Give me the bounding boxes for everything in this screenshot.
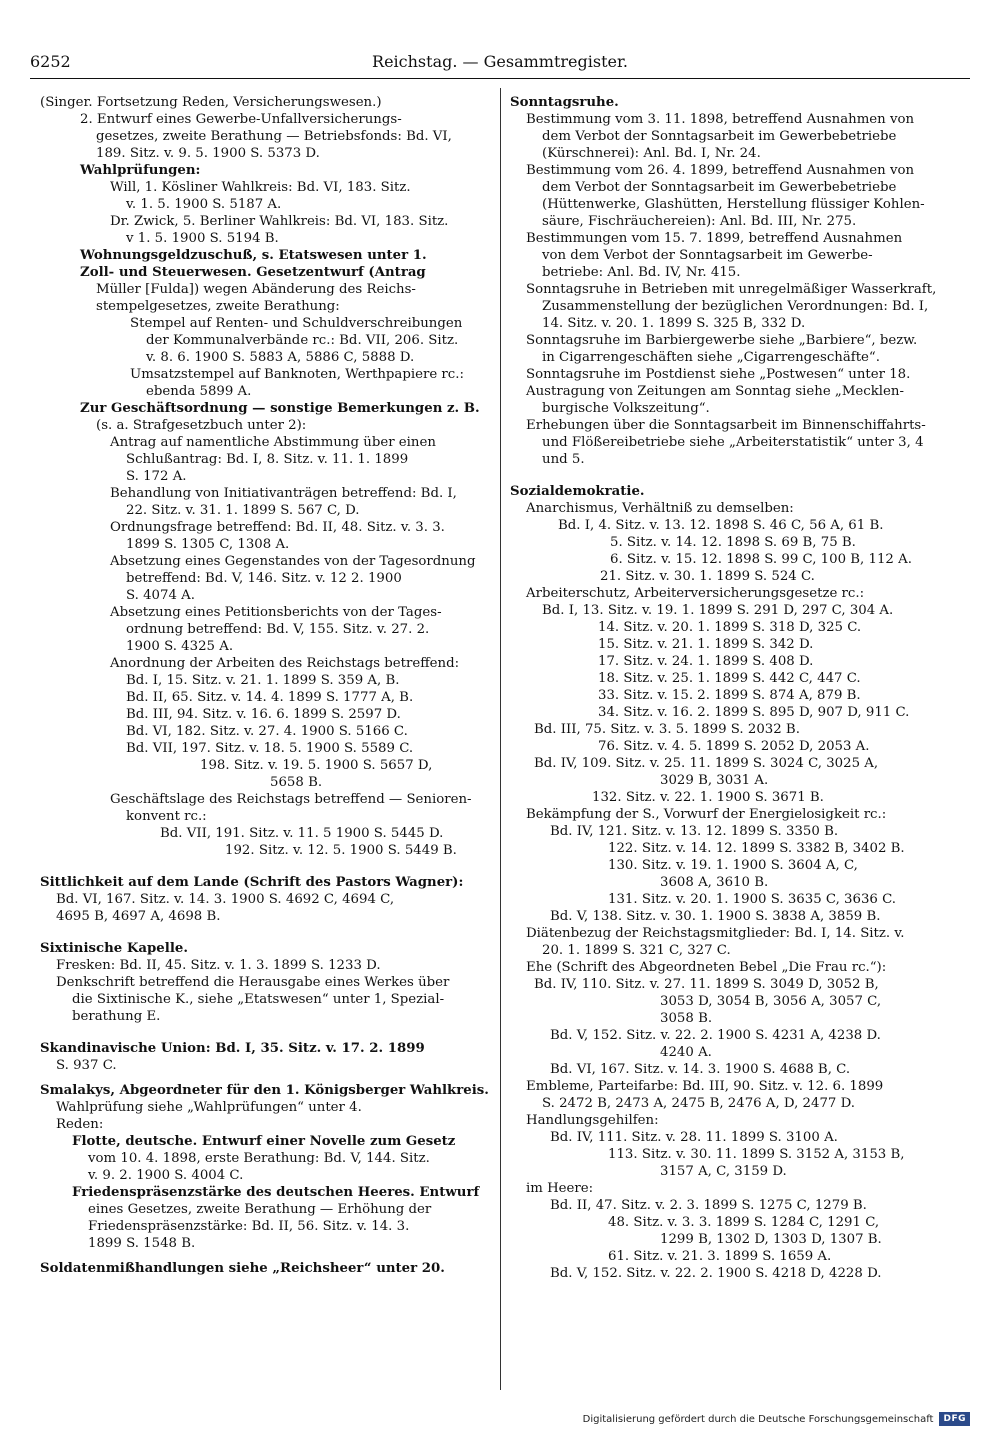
index-line: Bestimmung vom 3. 11. 1898, betreffend Ausnahmen von <box>526 112 915 127</box>
index-line: Bd. VI, 167. Sitz. v. 14. 3. 1900 S. 4692 C, 4694 C, <box>56 892 395 907</box>
index-line: Bd. VII, 191. Sitz. v. 11. 5 1900 S. 5445 D. <box>160 826 444 841</box>
index-line: Flotte, deutsche. Entwurf einer Novelle zum Gesetz <box>72 1134 456 1149</box>
index-line: 132. Sitz. v. 22. 1. 1900 S. 3671 B. <box>592 790 824 805</box>
index-line: 3157 A, C, 3159 D. <box>660 1164 787 1179</box>
index-line: säure, Fischräuchereien): Anl. Bd. III, Nr. 275. <box>542 214 857 229</box>
index-line: Bd. III, 94. Sitz. v. 16. 6. 1899 S. 2597 D. <box>126 707 401 722</box>
index-line: Reden: <box>56 1117 104 1132</box>
index-line: Zoll- und Steuerwesen. Gesetzentwurf (Antrag <box>80 265 426 280</box>
entry-spacer <box>510 468 970 483</box>
index-line: Zusammenstellung der bezüglichen Verordnungen: Bd. I, <box>542 299 929 314</box>
index-line: v. 8. 6. 1900 S. 5883 A, 5886 C, 5888 D. <box>146 350 415 365</box>
index-line: in Cigarrengeschäften siehe „Cigarrengeschäfte“. <box>542 350 880 365</box>
index-line: S. 172 A. <box>126 469 187 484</box>
index-line: 1299 B, 1302 D, 1303 D, 1307 B. <box>660 1232 882 1247</box>
index-line: Behandlung von Initiativanträgen betreffend: Bd. I, <box>110 486 457 501</box>
index-line: Bd. VII, 197. Sitz. v. 18. 5. 1900 S. 5589 C. <box>126 741 414 756</box>
index-line: Austragung von Zeitungen am Sonntag siehe „Mecklen- <box>526 384 904 399</box>
index-line: Wahlprüfung siehe „Wahlprüfungen“ unter 4. <box>56 1100 362 1115</box>
index-line: Handlungsgehilfen: <box>526 1113 659 1128</box>
index-line: S. 937 C. <box>56 1058 117 1073</box>
index-line: Stempel auf Renten- und Schuldverschreibungen <box>130 316 463 331</box>
index-line: Geschäftslage des Reichstags betreffend — Senioren- <box>110 792 472 807</box>
index-line: 2. Entwurf eines Gewerbe-Unfallversicherungs- <box>80 112 402 127</box>
index-line: 3608 A, 3610 B. <box>660 875 769 890</box>
index-line: Absetzung eines Gegenstandes von der Tagesordnung <box>110 554 476 569</box>
index-line: Bd. V, 138. Sitz. v. 30. 1. 1900 S. 3838 A, 3859 B. <box>550 909 881 924</box>
dfg-logo: DFG <box>939 1412 970 1426</box>
index-line: 192. Sitz. v. 12. 5. 1900 S. 5449 B. <box>225 843 457 858</box>
index-line: Bd. IV, 111. Sitz. v. 28. 11. 1899 S. 3100 A. <box>550 1130 838 1145</box>
index-line: Ehe (Schrift des Abgeordneten Bebel „Die Frau rc.“): <box>526 960 887 975</box>
index-line: S. 2472 B, 2473 A, 2475 B, 2476 A, D, 2477 D. <box>542 1096 856 1111</box>
index-line: Bekämpfung der S., Vorwurf der Energielosigkeit rc.: <box>526 807 887 822</box>
index-line: dem Verbot der Sonntagsarbeit im Gewerbebetriebe <box>542 129 897 144</box>
index-line: Absetzung eines Petitionsberichts von der Tages- <box>110 605 442 620</box>
index-line: ordnung betreffend: Bd. V, 155. Sitz. v. 27. 2. <box>126 622 430 637</box>
index-line: 22. Sitz. v. 31. 1. 1899 S. 567 C, D. <box>126 503 360 518</box>
index-line: 33. Sitz. v. 15. 2. 1899 S. 874 A, 879 B. <box>598 688 861 703</box>
index-line: Bd. IV, 110. Sitz. v. 27. 11. 1899 S. 3049 D, 3052 B, <box>534 977 879 992</box>
entry-spacer <box>40 1074 492 1082</box>
index-line: betriebe: Anl. Bd. IV, Nr. 415. <box>542 265 741 280</box>
index-line: S. 4074 A. <box>126 588 195 603</box>
index-line: Bd. I, 15. Sitz. v. 21. 1. 1899 S. 359 A, B. <box>126 673 400 688</box>
index-line: 3053 D, 3054 B, 3056 A, 3057 C, <box>660 994 882 1009</box>
index-line: und Flößereibetriebe siehe „Arbeiterstatistik“ unter 3, 4 <box>542 435 924 450</box>
index-line: Skandinavische Union: Bd. I, 35. Sitz. v. 17. 2. 1899 <box>40 1041 425 1056</box>
index-line: 61. Sitz. v. 21. 3. 1899 S. 1659 A. <box>608 1249 832 1264</box>
index-line: Bd. V, 152. Sitz. v. 22. 2. 1900 S. 4231 A, 4238 D. <box>550 1028 881 1043</box>
index-line: dem Verbot der Sonntagsarbeit im Gewerbebetriebe <box>542 180 897 195</box>
index-line: v 1. 5. 1900 S. 5194 B. <box>126 231 279 246</box>
index-line: Smalakys, Abgeordneter für den 1. Königsberger Wahlkreis. <box>40 1083 489 1098</box>
entry-spacer <box>40 1252 492 1260</box>
index-line: v. 1. 5. 1900 S. 5187 A. <box>126 197 282 212</box>
index-line: ebenda 5899 A. <box>146 384 252 399</box>
index-line: 1899 S. 1548 B. <box>88 1236 196 1251</box>
index-line: 20. 1. 1899 S. 321 C, 327 C. <box>542 943 731 958</box>
index-line: Anarchismus, Verhältniß zu demselben: <box>526 501 794 516</box>
right-column <box>510 94 970 1282</box>
index-line: 3058 B. <box>660 1011 713 1026</box>
index-line: Bd. III, 75. Sitz. v. 3. 5. 1899 S. 2032 B. <box>534 722 800 737</box>
index-line: 18. Sitz. v. 25. 1. 1899 S. 442 C, 447 C. <box>598 671 861 686</box>
index-line: der Kommunalverbände rc.: Bd. VII, 206. Sitz. <box>146 333 459 348</box>
index-line: Sonntagsruhe im Barbiergewerbe siehe „Barbiere“, bezw. <box>526 333 918 348</box>
index-line: von dem Verbot der Sonntagsarbeit im Gewerbe- <box>542 248 873 263</box>
entry-spacer <box>40 1025 492 1040</box>
index-line: Bd. II, 47. Sitz. v. 2. 3. 1899 S. 1275 C, 1279 B. <box>550 1198 867 1213</box>
footer-credit <box>583 1412 970 1426</box>
index-line: 4695 B, 4697 A, 4698 B. <box>56 909 221 924</box>
index-line: Bd. IV, 121. Sitz. v. 13. 12. 1899 S. 3350 B. <box>550 824 839 839</box>
index-line: (Singer. Fortsetzung Reden, Versicherungswesen.) <box>40 95 382 110</box>
index-line: Ordnungsfrage betreffend: Bd. II, 48. Sitz. v. 3. 3. <box>110 520 445 535</box>
index-line: Fresken: Bd. II, 45. Sitz. v. 1. 3. 1899 S. 1233 D. <box>56 958 381 973</box>
index-line: die Sixtinische K., siehe „Etatswesen“ unter 1, Spezial- <box>72 992 445 1007</box>
index-line: 189. Sitz. v. 9. 5. 1900 S. 5373 D. <box>96 146 320 161</box>
index-line: 130. Sitz. v. 19. 1. 1900 S. 3604 A, C, <box>608 858 858 873</box>
index-line: 34. Sitz. v. 16. 2. 1899 S. 895 D, 907 D, 911 C. <box>598 705 910 720</box>
index-line: (Kürschnerei): Anl. Bd. I, Nr. 24. <box>542 146 761 161</box>
index-line: 15. Sitz. v. 21. 1. 1899 S. 342 D. <box>598 637 814 652</box>
index-line: Friedenspräsenzstärke: Bd. II, 56. Sitz. v. 14. 3. <box>88 1219 410 1234</box>
index-line: Wohnungsgeldzuschuß, s. Etatswesen unter 1. <box>80 248 427 263</box>
index-line: Dr. Zwick, 5. Berliner Wahlkreis: Bd. VI, 183. Sitz. <box>110 214 449 229</box>
index-line: 122. Sitz. v. 14. 12. 1899 S. 3382 B, 3402 B. <box>608 841 905 856</box>
index-line: Sittlichkeit auf dem Lande (Schrift des Pastors Wagner): <box>40 875 464 890</box>
index-line: eines Gesetzes, zweite Berathung — Erhöhung der <box>88 1202 432 1217</box>
index-line: Will, 1. Kösliner Wahlkreis: Bd. VI, 183. Sitz. <box>110 180 411 195</box>
running-title: Reichstag. — Gesammtregister. <box>372 52 628 71</box>
index-line: Erhebungen über die Sonntagsarbeit im Binnenschiffahrts- <box>526 418 926 433</box>
index-line: 1900 S. 4325 A. <box>126 639 234 654</box>
column-divider <box>500 88 501 1390</box>
index-line: burgische Volkszeitung“. <box>542 401 710 416</box>
index-line: Schlußantrag: Bd. I, 8. Sitz. v. 11. 1. 1899 <box>126 452 409 467</box>
index-line: Zur Geschäftsordnung — sonstige Bemerkungen z. B. <box>80 401 480 416</box>
index-line: Müller [Fulda]) wegen Abänderung des Reichs- <box>96 282 416 297</box>
entry-spacer <box>40 925 492 940</box>
index-line: (s. a. Strafgesetzbuch unter 2): <box>96 418 307 433</box>
index-line: Sozialdemokratie. <box>510 484 645 499</box>
index-line: betreffend: Bd. V, 146. Sitz. v. 12 2. 1900 <box>126 571 402 586</box>
index-line: 113. Sitz. v. 30. 11. 1899 S. 3152 A, 3153 B, <box>608 1147 905 1162</box>
index-line: Diätenbezug der Reichstagsmitglieder: Bd. I, 14. Sitz. v. <box>526 926 905 941</box>
index-line: Embleme, Parteifarbe: Bd. III, 90. Sitz. v. 12. 6. 1899 <box>526 1079 884 1094</box>
page-number: 6252 <box>30 52 71 71</box>
index-line: Arbeiterschutz, Arbeiterversicherungsgesetze rc.: <box>526 586 865 601</box>
index-line: 3029 B, 3031 A. <box>660 773 769 788</box>
index-line: vom 10. 4. 1898, erste Berathung: Bd. V, 144. Sitz. <box>88 1151 430 1166</box>
index-line: Bestimmung vom 26. 4. 1899, betreffend Ausnahmen von <box>526 163 915 178</box>
index-line: 6. Sitz. v. 15. 12. 1898 S. 99 C, 100 B, 112 A. <box>610 552 912 567</box>
index-line: Umsatzstempel auf Banknoten, Werthpapiere rc.: <box>130 367 464 382</box>
index-line: 5658 B. <box>270 775 323 790</box>
index-line: 14. Sitz. v. 20. 1. 1899 S. 318 D, 325 C. <box>598 620 862 635</box>
index-line: Sonntagsruhe in Betrieben mit unregelmäßiger Wasserkraft, <box>526 282 937 297</box>
index-line: Bestimmungen vom 15. 7. 1899, betreffend Ausnahmen <box>526 231 903 246</box>
index-line: Friedenspräsenzstärke des deutschen Heeres. Entwurf <box>72 1185 480 1200</box>
index-line: Denkschrift betreffend die Herausgabe eines Werkes über <box>56 975 450 990</box>
index-line: Bd. I, 4. Sitz. v. 13. 12. 1898 S. 46 C, 56 A, 61 B. <box>558 518 884 533</box>
footer-text: Digitalisierung gefördert durch die Deutsche Forschungsgemeinschaft <box>582 1413 934 1425</box>
index-line: berathung E. <box>72 1009 161 1024</box>
index-line: 76. Sitz. v. 4. 5. 1899 S. 2052 D, 2053 A. <box>598 739 870 754</box>
index-line: 131. Sitz. v. 20. 1. 1900 S. 3635 C, 3636 C. <box>608 892 897 907</box>
index-line: 14. Sitz. v. 20. 1. 1899 S. 325 B, 332 D. <box>542 316 806 331</box>
index-line: Sonntagsruhe. <box>510 95 619 110</box>
index-line: Sixtinische Kapelle. <box>40 941 188 956</box>
index-line: 21. Sitz. v. 30. 1. 1899 S. 524 C. <box>600 569 815 584</box>
index-line: Bd. I, 13. Sitz. v. 19. 1. 1899 S. 291 D, 297 C, 304 A. <box>542 603 894 618</box>
page-header <box>30 52 970 79</box>
index-line: 198. Sitz. v. 19. 5. 1900 S. 5657 D, <box>200 758 433 773</box>
index-line: Sonntagsruhe im Postdienst siehe „Postwesen“ unter 18. <box>526 367 911 382</box>
index-line: Bd. II, 65. Sitz. v. 14. 4. 1899 S. 1777 A, B. <box>126 690 414 705</box>
index-line: 4240 A. <box>660 1045 712 1060</box>
index-line: Bd. IV, 109. Sitz. v. 25. 11. 1899 S. 3024 C, 3025 A, <box>534 756 879 771</box>
index-line: im Heere: <box>526 1181 594 1196</box>
left-column <box>40 94 492 1277</box>
index-line: Bd. V, 152. Sitz. v. 22. 2. 1900 S. 4218 D, 4228 D. <box>550 1266 882 1281</box>
index-line: gesetzes, zweite Berathung — Betriebsfonds: Bd. VI, <box>96 129 452 144</box>
index-line: und 5. <box>542 452 585 467</box>
index-line: stempelgesetzes, zweite Berathung: <box>96 299 340 314</box>
index-line: Antrag auf namentliche Abstimmung über einen <box>110 435 436 450</box>
index-line: Wahlprüfungen: <box>80 163 201 178</box>
index-line: 1899 S. 1305 C, 1308 A. <box>126 537 290 552</box>
index-line: (Hüttenwerke, Glashütten, Herstellung flüssiger Kohlen- <box>542 197 925 212</box>
index-line: Soldatenmißhandlungen siehe „Reichsheer“ unter 20. <box>40 1261 445 1276</box>
entry-spacer <box>40 859 492 874</box>
index-line: 17. Sitz. v. 24. 1. 1899 S. 408 D. <box>598 654 814 669</box>
index-line: 5. Sitz. v. 14. 12. 1898 S. 69 B, 75 B. <box>610 535 856 550</box>
index-line: v. 9. 2. 1900 S. 4004 C. <box>88 1168 244 1183</box>
index-line: 48. Sitz. v. 3. 3. 1899 S. 1284 C, 1291 C, <box>608 1215 880 1230</box>
index-line: konvent rc.: <box>126 809 207 824</box>
index-line: Bd. VI, 182. Sitz. v. 27. 4. 1900 S. 5166 C. <box>126 724 408 739</box>
index-line: Anordnung der Arbeiten des Reichstags betreffend: <box>110 656 460 671</box>
index-line: Bd. VI, 167. Sitz. v. 14. 3. 1900 S. 4688 B, C. <box>550 1062 851 1077</box>
